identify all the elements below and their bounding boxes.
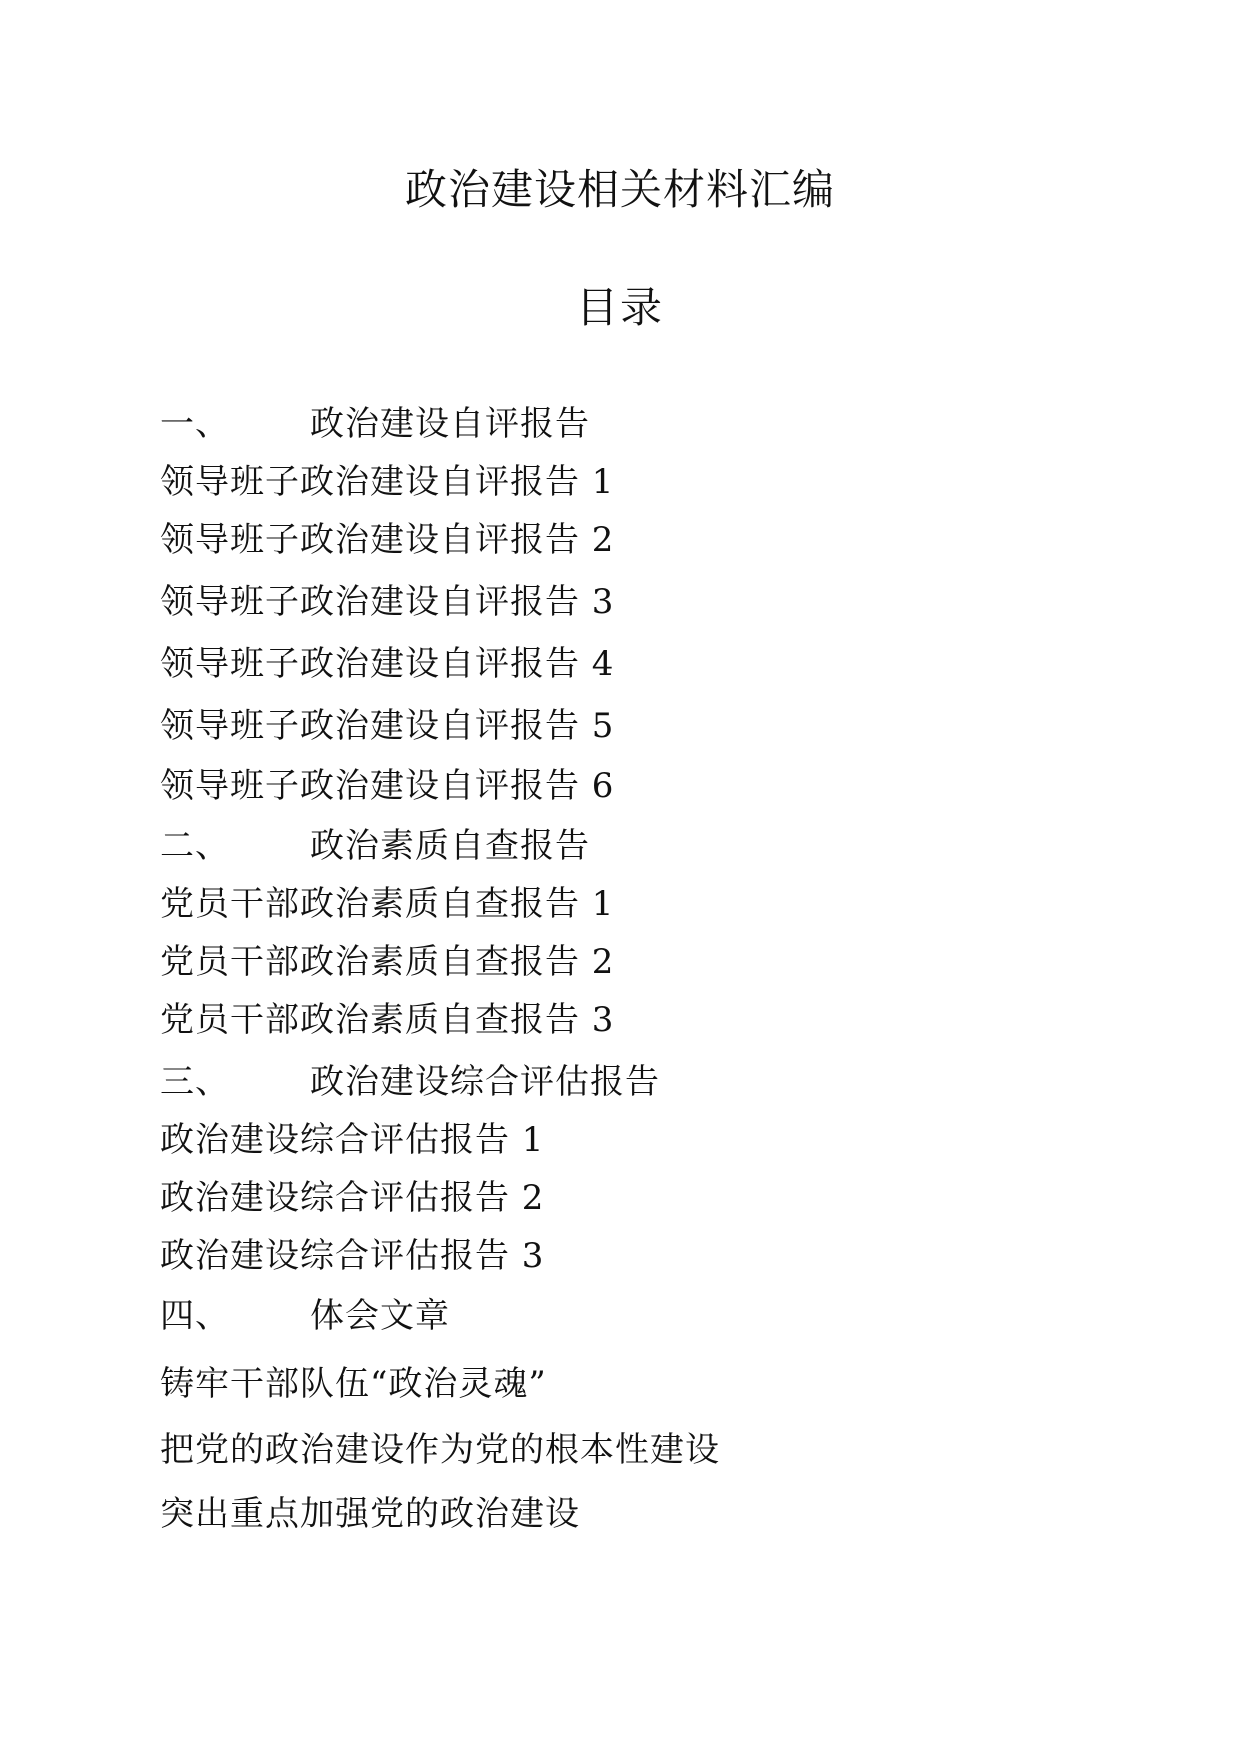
toc-entry[interactable]: 领导班子政治建设自评报告 1 xyxy=(160,462,615,502)
section-title: 政治素质自查报告 xyxy=(310,826,590,866)
toc-section-heading[interactable] xyxy=(160,1294,450,1338)
document-title: 政治建设相关材料汇编 xyxy=(404,165,835,214)
toc-entry[interactable]: 把党的政治建设作为党的根本性建设 xyxy=(160,1430,720,1470)
toc-entry[interactable]: 领导班子政治建设自评报告 4 xyxy=(160,644,615,684)
toc-entry[interactable]: 领导班子政治建设自评报告 5 xyxy=(160,706,615,746)
section-number: 一、 xyxy=(160,404,230,444)
section-number: 四、 xyxy=(160,1296,230,1336)
toc-entry[interactable]: 领导班子政治建设自评报告 2 xyxy=(160,520,615,560)
toc-heading: 目录 xyxy=(575,283,664,332)
toc-entry[interactable]: 铸牢干部队伍“政治灵魂” xyxy=(160,1364,547,1404)
toc-entry[interactable]: 突出重点加强党的政治建设 xyxy=(160,1494,580,1534)
toc-entry[interactable]: 领导班子政治建设自评报告 6 xyxy=(160,766,615,806)
toc-entry[interactable]: 领导班子政治建设自评报告 3 xyxy=(160,582,615,622)
section-number: 二、 xyxy=(160,826,230,866)
toc-section-heading[interactable] xyxy=(160,1060,660,1104)
section-number: 三、 xyxy=(160,1062,230,1102)
section-title: 体会文章 xyxy=(310,1296,450,1336)
toc-entry[interactable]: 政治建设综合评估报告 3 xyxy=(160,1236,545,1276)
toc-entry[interactable]: 党员干部政治素质自查报告 3 xyxy=(160,1000,615,1040)
section-title: 政治建设自评报告 xyxy=(310,404,590,444)
toc-section-heading[interactable] xyxy=(160,402,590,446)
toc-entry[interactable]: 政治建设综合评估报告 2 xyxy=(160,1178,545,1218)
toc-entry[interactable]: 党员干部政治素质自查报告 1 xyxy=(160,884,615,924)
section-title: 政治建设综合评估报告 xyxy=(310,1062,660,1102)
toc-section-heading[interactable] xyxy=(160,824,590,868)
toc-entry[interactable]: 政治建设综合评估报告 1 xyxy=(160,1120,545,1160)
toc-entry[interactable]: 党员干部政治素质自查报告 2 xyxy=(160,942,615,982)
